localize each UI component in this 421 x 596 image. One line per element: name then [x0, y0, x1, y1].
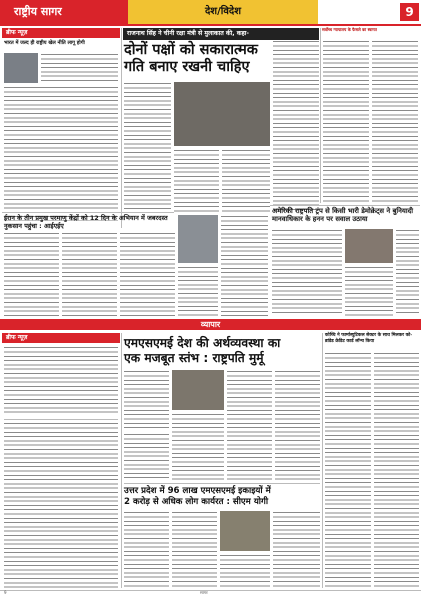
- iran-col-3: [120, 232, 175, 316]
- brief-news-label-top: ब्रीफ न्यूज़: [2, 28, 120, 38]
- col-divider-1: [121, 28, 122, 228]
- up-photo: [220, 511, 270, 551]
- business-col-4: [275, 370, 320, 480]
- business-col-3: [227, 370, 272, 480]
- divider-brief-bottom: [4, 419, 118, 420]
- footer-rule: [0, 590, 421, 591]
- iran-col-2: [62, 232, 117, 316]
- footer-mid: सागर: [200, 590, 208, 595]
- divider-up: [124, 483, 320, 484]
- right-col-2: [372, 40, 418, 203]
- masthead-brand: राष्ट्रीय सागर: [0, 0, 128, 24]
- right-business-col-1: [325, 352, 371, 588]
- up-col-1: [124, 511, 169, 588]
- business-col-1b: [124, 433, 169, 480]
- iran-headline: ईरान के तीन प्रमुख परमाणु केंद्रों को 12 दिन के अभियान में जबरदस्त नुकसान पहुंचा : आईएईए: [4, 214, 168, 230]
- brief-text-bottom-b: [4, 422, 118, 588]
- brief-photo-top: [4, 53, 38, 83]
- up-col-2: [172, 511, 217, 588]
- brief-news-label-bottom: ब्रीफ न्यूज़: [2, 333, 120, 343]
- up-col-4: [273, 511, 320, 588]
- masthead-section: देश/विदेश: [128, 0, 318, 24]
- divider-america: [270, 205, 420, 206]
- main-story-photo: [174, 82, 270, 146]
- main-story-col-3: [222, 149, 270, 212]
- iran-photo: [178, 215, 218, 263]
- brief-text-top-b: [4, 86, 118, 221]
- up-headline-line1: उत्तर प्रदेश में 96 लाख एमएसएमई इकाइयों में: [124, 486, 271, 496]
- business-col-2: [172, 413, 224, 480]
- main-headline-line2: गति बनाए रखनी चाहिए: [124, 59, 250, 75]
- america-col-1: [272, 229, 342, 316]
- iran-col-1: [4, 232, 59, 316]
- business-photo: [172, 370, 224, 410]
- divider-iran: [2, 212, 174, 213]
- up-headline-line2: 2 करोड़ से अधिक लोग कार्यरत : सीएम योगी: [124, 497, 269, 507]
- brief-text-bottom-a: [4, 346, 118, 416]
- iran-col-5: [221, 215, 268, 316]
- america-photo: [345, 229, 393, 263]
- main-story-col-4: [273, 40, 319, 212]
- america-col-3: [396, 229, 419, 316]
- top-kicker: राजनाथ सिंह ने चीनी रक्षा मंत्री से मुलाकात की, कहा-: [123, 28, 319, 40]
- america-headline: अमेरिकी राष्ट्रपति ट्रंप से किसी भारी डेमोक्रेट्स ने बुनियादी मानवाधिकार के हनन पर सवाल उठाया: [272, 207, 413, 223]
- main-story-col-2: [174, 149, 219, 212]
- brief-text-top-a: [41, 53, 118, 83]
- footer-page: 9: [4, 590, 7, 595]
- side-note: सर्वोच्च न्यायालय के फैसले का स्वागत: [322, 27, 377, 32]
- section-band-label: व्यापार: [200, 320, 221, 329]
- col-divider-4: [322, 333, 323, 588]
- masthead-rule: [0, 24, 421, 26]
- col-divider-3: [121, 333, 122, 588]
- brief-headline-top: भारत में जल्द ही राष्ट्रीय खेल नीति लागू होगी: [4, 40, 85, 46]
- right-business-headline: कोच्चि ने फार्मास्युटिकल सेक्टर के साथ मिलकर को-ब्रांडेड क्रेडिट कार्ड लॉन्च किया: [325, 333, 413, 344]
- main-story-col-1: [124, 82, 171, 212]
- business-headline-line2: एक मजबूत स्तंभ : राष्ट्रपति मुर्मू: [124, 351, 264, 365]
- business-headline-line1: एमएसएमई देश की अर्थव्यवस्था का: [124, 336, 281, 350]
- right-business-col-2: [374, 352, 419, 588]
- business-col-1: [124, 370, 169, 430]
- col-divider-2: [320, 28, 321, 203]
- page-number: 9: [400, 3, 419, 21]
- america-col-2: [345, 266, 393, 316]
- iran-col-4: [178, 266, 218, 316]
- right-col-1: [323, 40, 369, 203]
- main-headline-line1: दोनों पक्षों को सकारात्मक: [124, 42, 258, 58]
- up-col-3: [220, 554, 270, 588]
